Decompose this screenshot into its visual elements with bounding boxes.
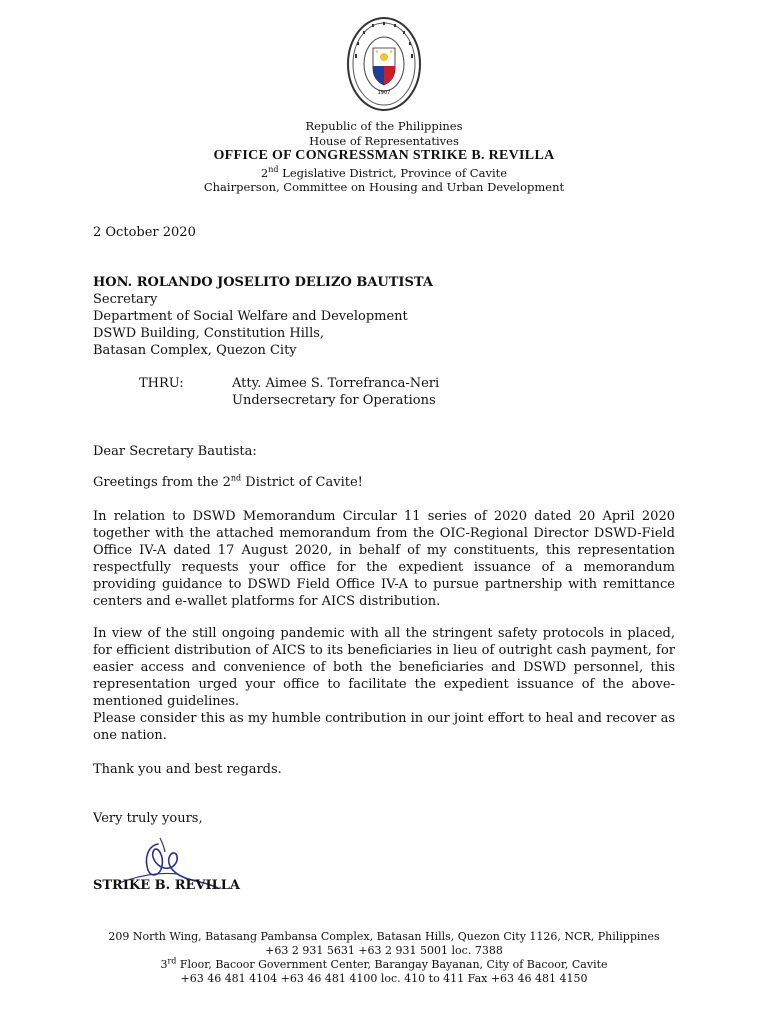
paragraph-2: In view of the still ongoing pandemic with all the stringent safety protocols in placed, for efficient distribution of AICS to its beneficiaries in lieu of outright cash payment, for easier access and convenience of both the beneficiaries and DSWD personnel, this representation urged your office to facilitate the expedient issuance of the above-mentioned guidelines. bbox=[93, 626, 675, 709]
district-superscript: nd bbox=[268, 165, 279, 175]
header-office-title: OFFICE OF CONGRESSMAN STRIKE B. REVILLA bbox=[213, 148, 555, 163]
footer-address-qc: 209 North Wing, Batasang Pambansa Complex, Batasan Hills, Quezon City 1126, NCR, Philippines bbox=[108, 930, 660, 943]
recipient-address-1: DSWD Building, Constitution Hills, bbox=[93, 326, 325, 341]
thru-label: THRU: bbox=[139, 376, 184, 391]
salutation: Dear Secretary Bautista: bbox=[93, 444, 257, 459]
district-text: Legislative District, Province of Cavite bbox=[278, 166, 508, 180]
footer-address-text: Floor, Bacoor Government Center, Barangay Bayanan, City of Bacoor, Cavite bbox=[176, 958, 608, 971]
greeting-text: Greetings from the 2 bbox=[93, 475, 231, 490]
house-seal bbox=[345, 14, 423, 114]
footer-phone-cavite: +63 46 481 4104 +63 46 481 4100 loc. 410 to 411 Fax +63 46 481 4150 bbox=[180, 972, 588, 985]
house-seal-graphic bbox=[345, 14, 423, 114]
footer-floor-number: 3 bbox=[160, 958, 168, 971]
footer-phone-qc: +63 2 931 5631 +63 2 931 5001 loc. 7388 bbox=[265, 944, 503, 957]
header-republic: Republic of the Philippines bbox=[305, 119, 463, 133]
recipient-address-2: Batasan Complex, Quezon City bbox=[93, 343, 297, 358]
greeting bbox=[93, 474, 675, 491]
letter-date: 2 October 2020 bbox=[93, 225, 196, 240]
thru-name: Atty. Aimee S. Torrefranca-Neri bbox=[232, 376, 440, 391]
greeting-text-end: District of Cavite! bbox=[241, 475, 363, 490]
footer-floor-superscript: rd bbox=[167, 956, 177, 966]
footer-address-cavite bbox=[0, 958, 768, 972]
district-number: 2 bbox=[260, 166, 269, 180]
closing: Very truly yours, bbox=[93, 811, 203, 826]
recipient-department: Department of Social Welfare and Development bbox=[93, 309, 408, 324]
svg-text:1907: 1907 bbox=[377, 90, 391, 96]
header-chairperson: Chairperson, Committee on Housing and Urban Development bbox=[203, 180, 565, 194]
thru-position: Undersecretary for Operations bbox=[232, 393, 436, 408]
recipient-name: HON. ROLANDO JOSELITO DELIZO BAUTISTA bbox=[93, 275, 433, 290]
greeting-superscript: nd bbox=[230, 473, 242, 483]
paragraph-3: Please consider this as my humble contribution in our joint effort to heal and recover as one nation. bbox=[93, 711, 675, 743]
header-district bbox=[0, 166, 768, 181]
header-house: House of Representatives bbox=[309, 134, 459, 148]
thanks-line: Thank you and best regards. bbox=[93, 762, 282, 777]
recipient-title: Secretary bbox=[93, 292, 158, 307]
paragraph-1: In relation to DSWD Memorandum Circular 11 series of 2020 dated 20 April 2020 together with the attached memorandum from the OIC-Regional Director DSWD-Field Office IV-A dated 17 August 2020, in behalf of my constituents, this representation respectfully requests your office for the expedient issuance of a memorandum providing guidance to DSWD Field Office IV-A to pursue partnership with remittance centers and e-wallet platforms for AICS distribution. bbox=[93, 509, 675, 609]
signatory-name: STRIKE B. REVILLA bbox=[93, 878, 240, 893]
